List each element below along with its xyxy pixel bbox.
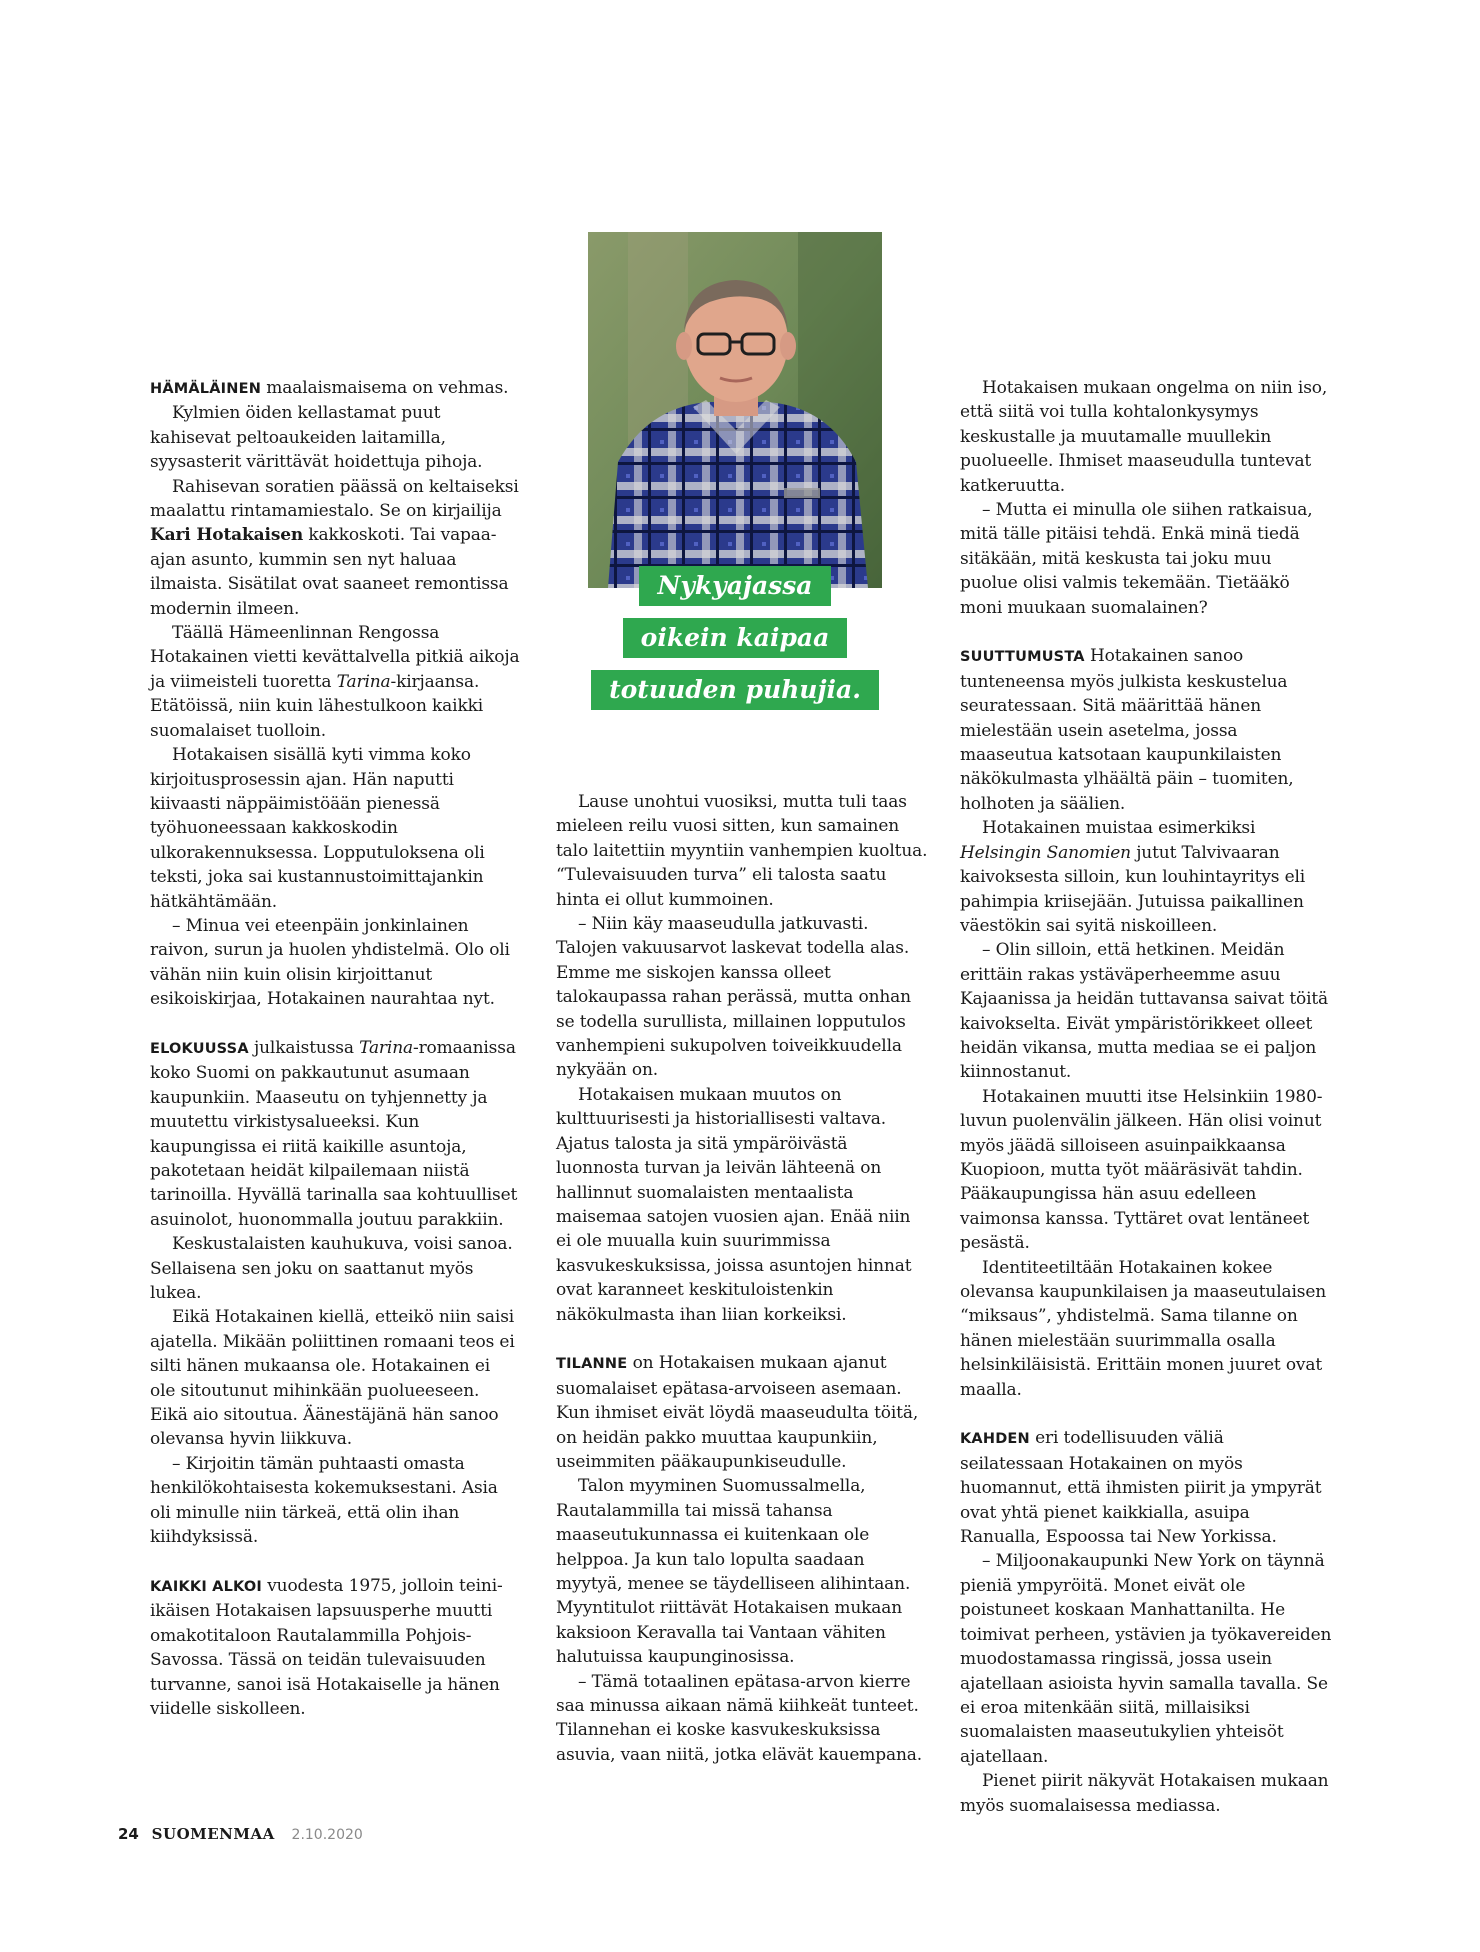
paragraph-text: jutut Talvivaaran kaivoksesta silloin, kun louhintayritys eli pahimpia kriisejään. Jutuissa paikallinen väestökin sai syitä niskoilleen.	[960, 842, 1306, 936]
issue-date: 2.10.2020	[291, 1827, 363, 1843]
pull-quote-line: oikein kaipaa	[623, 618, 848, 658]
paragraph: – Kirjoitin tämän puhtaasti omasta henkilökohtaisesta kokemuksestani. Asia oli minulle niin tärkeä, että olin ihan kiihdyksissä.	[150, 1453, 498, 1548]
paragraph: Kylmien öiden kellastamat puut kahisevat peltoaukeiden laitamilla, syysasterit värittävät hoidettuja pihoja.	[150, 403, 483, 473]
portrait-photo	[588, 232, 882, 588]
lead-in-caps: KAHDEN	[960, 1431, 1030, 1448]
paragraph: Pienet piirit näkyvät Hotakaisen mukaan myös suomalaisessa mediassa.	[960, 1771, 1329, 1816]
paragraph-text: julkaistussa	[248, 1037, 360, 1058]
lead-in-caps: TILANNE	[556, 1356, 628, 1373]
paragraph: – Mutta ei minulla ole siihen ratkaisua, mitä tälle pitäisi tehdä. Enkä minä tiedä sitäkään, mitä keskusta tai joku muu puolue olisi valmis tekemään. Tietääkö moni muukaan suomalainen?	[960, 500, 1313, 618]
paragraph: Hotakainen muutti itse Helsinkiin 1980-luvun puolenvälin jälkeen. Hän olisi voinut myös jäädä silloiseen asuinpaikkaansa Kuopioon, mutta työt määräsivät tahdin. Pääkaupungissa hän asuu edelleen vaimonsa kanssa. Tyttäret ovat lentäneet pesästä.	[960, 1086, 1323, 1254]
book-title: Tarina	[336, 671, 391, 692]
page-footer	[118, 1825, 363, 1843]
lead-in-caps: HÄMÄLÄINEN	[150, 381, 262, 397]
lead-in-caps: ELOKUUSSA	[150, 1040, 249, 1057]
paragraph	[556, 1351, 928, 1474]
paragraph	[150, 1036, 520, 1232]
lead-in-caps: KAIKKI ALKOI	[150, 1578, 262, 1595]
paragraph: Lause unohtui vuosiksi, mutta tuli taas mieleen reilu vuosi sitten, kun samainen talo laitettiin myyntiin vanhempien kuoltua. “Tulevaisuuden turva” eli talosta saatu hinta ei ollut kummoinen.	[556, 792, 928, 910]
paragraph-text: Hotakainen muistaa esimerkiksi	[982, 818, 1256, 839]
paragraph: – Tämä totaalinen epätasa-arvon kierre saa minussa aikaan nämä kiihkeät tunteet. Tilannehan ei koske kasvukeskuksissa asuvia, vaan niitä, jotka elävät kauempana.	[556, 1671, 923, 1765]
paragraph: Identiteetiltään Hotakainen kokee olevansa kaupunkilaisen ja maaseutulaisen “miksaus”, yhdistelmä. Sama tilanne on hänen mielestään suurimmalla osalla helsinkiläisistä. Erittäin monen juuret ovat maalla.	[960, 1257, 1327, 1400]
pull-quote	[560, 566, 910, 722]
paragraph-text: Hotakainen sanoo tunteneensa myös julkista keskustelua seuratessaan. Sitä määrittää hänen mielestään usein asetelma, jossa maaseutua katsotaan kaupunkilaisten näkökulmasta ylhäältä päin – tuomiten, holhoten ja säälien.	[960, 646, 1294, 814]
lead-in-caps: SUUTTUMUSTA	[960, 649, 1085, 666]
paragraph: Talon myyminen Suomussalmella, Rautalammilla tai missä tahansa maaseutukunnassa ei kuitenkaan ole helppoa. Ja kun talo lopulta saadaan myytyä, menee se täydelliseen alihintaan. Myyntitulot riittävät Hotakaisen mukaan kaksioon Keravalla tai Vantaan vähiten halutuissa kaupunginosissa.	[556, 1476, 911, 1668]
article-column-3	[960, 376, 1332, 1818]
paragraph-text: vuodesta 1975, jolloin teini-ikäisen Hotakaisen lapsuusperhe muutti omakotitaloon Rautalammilla Pohjois-Savossa. Tässä on teidän tulevaisuuden turvanne, sanoi isä Hotakaiselle ja hänen viidelle siskolleen.	[150, 1575, 503, 1719]
paragraph-text: maalaismaisema on vehmas.	[261, 378, 509, 398]
paragraph: Hotakaisen sisällä kyti vimma koko kirjoitusprosessin ajan. Hän naputti kiivaasti näppäimistöään pienessä työhuoneessaan kakkoskodin ulkorakennuksessa. Lopputuloksena oli teksti, joka sai kustannustoimittajankin hätkähtämään.	[150, 745, 485, 912]
paragraph	[960, 1426, 1332, 1549]
page-number: 24	[118, 1825, 139, 1843]
masthead: SUOMENMAA	[151, 1825, 275, 1843]
paragraph: – Minua vei eteenpäin jonkinlainen raivon, surun ja huolen yhdistelmä. Olo oli vähän niin kuin olisin kirjoittanut esikoiskirjaa, Hotakainen naurahtaa nyt.	[150, 915, 510, 1010]
paragraph-text: eri todellisuuden väliä seilatessaan Hotakainen on myös huomannut, että ihmisten piirit ja ympyrät ovat yhtä pienet kaikkialla, asuipa Ranualla, Espoossa tai New Yorkissa.	[960, 1428, 1322, 1548]
paragraph	[150, 376, 520, 401]
paragraph: Keskustalaisten kauhukuva, voisi sanoa. Sellaisena sen joku on saattanut myös lukea.	[150, 1234, 513, 1304]
paragraph-text: kakkoskoti. Tai vapaa-ajan asunto, kummin sen nyt haluaa ilmaista. Sisätilat ovat saaneet remontissa modernin ilmeen.	[150, 525, 509, 619]
paragraph-text: -romaanissa koko Suomi on pakkautunut asumaan kaupunkiin. Maaseutu on tyhjennetty ja muutettu virkistysalueeksi. Kun kaupungissa ei riitä kaikille asuntoja, pakotetaan heidät kilpailemaan niistä tarinoilla. Hyvällä tarinalla saa kohtuulliset asuinolot, huonommalla joutuu parakkiin.	[150, 1037, 518, 1230]
paragraph: Eikä Hotakainen kiellä, etteikö niin saisi ajatella. Mikään poliittinen romaani teos ei silti hänen mukaansa ole. Hotakainen ei ole sitoutunut mihinkään puolueeseen. Eikä aio sitoutua. Äänestäjänä hän sanoo olevansa hyvin liikkuva.	[150, 1307, 515, 1450]
portrait-illustration	[588, 232, 882, 588]
book-title: Tarina	[359, 1037, 413, 1058]
paragraph	[960, 644, 1332, 816]
pull-quote-line: Nykyajassa	[639, 566, 830, 606]
paragraph	[960, 816, 1332, 938]
paragraph: Hotakaisen mukaan ongelma on niin iso, että siitä voi tulla kohtalonkysymys keskustalle ja muutamalle muullekin puolueelle. Ihmiset maaseudulla tuntevat katkeruutta.	[960, 378, 1328, 496]
paragraph	[150, 475, 520, 621]
paragraph: Hotakaisen mukaan muutos on kulttuurisesti ja historiallisesti valtava. Ajatus talosta ja sitä ympäröivästä luonnosta turvan ja leivän lähteenä on hallinnut suomalaisten mentaalista maisemaa satojen vuosien ajan. Enää niin ei ole muualla kuin suurimmissa kasvukeskuksissa, joissa asuntojen hinnat ovat karanneet keskituloistenkin näkökulmasta ihan liian korkeiksi.	[556, 1084, 912, 1325]
paragraph-text: on Hotakaisen mukaan ajanut suomalaiset epätasa-arvoiseen asemaan. Kun ihmiset eivät löydä maaseudulta töitä, on heidän pakko muuttaa kaupunkiin, useimmiten pääkaupunkiseudulle.	[556, 1353, 919, 1472]
newspaper-title: Helsingin Sanomien	[960, 842, 1131, 863]
paragraph-text: Rahisevan soratien päässä on keltaiseksi maalattu rintamamiestalo. Se on kirjailija	[150, 476, 519, 522]
paragraph: – Miljoonakaupunki New York on täynnä pieniä ympyröitä. Monet eivät ole poistuneet koskaan Manhattanilta. He toimivat perheen, ystävien ja työkavereiden muodostamassa ringissä, jossa usein ajatellaan asioista hyvin samalla tavalla. Se ei eroa mitenkään siitä, millaisiksi suomalaisten maaseutukylien yhteisöt ajatellaan.	[960, 1551, 1332, 1767]
author-name: Kari Hotakaisen	[150, 525, 304, 546]
paragraph-text: Täällä Hämeenlinnan Rengossa Hotakainen vietti kevättalvella pitkiä aikoja ja viimeisteli tuoretta	[150, 623, 520, 692]
paragraph: – Olin silloin, että hetkinen. Meidän erittäin rakas ystäväperheemme asuu Kajaanissa ja heidän tuttavansa saivat töitä kaivokselta. Eivät ympäristörikkeet olleet heidän vikansa, mutta mediaa se ei paljon kiinnostanut.	[960, 940, 1329, 1083]
paragraph: – Niin käy maaseudulla jatkuvasti. Talojen vakuusarvot laskevat todella alas. Emme me siskojen kanssa olleet talokaupassa rahan perässä, mutta onhan se todella surullista, millainen lopputulos vanhempieni sukupolven toiveikkuudella nykyään on.	[556, 914, 911, 1081]
pull-quote-line: totuuden puhujia.	[591, 670, 879, 710]
article-column-2	[556, 790, 928, 1767]
paragraph-text: -kirjaansa. Etätöissä, niin kuin lähestulkoon kaikki suomalaiset tuolloin.	[150, 671, 484, 741]
article-column-1	[150, 376, 520, 1721]
paragraph	[150, 1574, 520, 1721]
paragraph	[150, 621, 520, 743]
